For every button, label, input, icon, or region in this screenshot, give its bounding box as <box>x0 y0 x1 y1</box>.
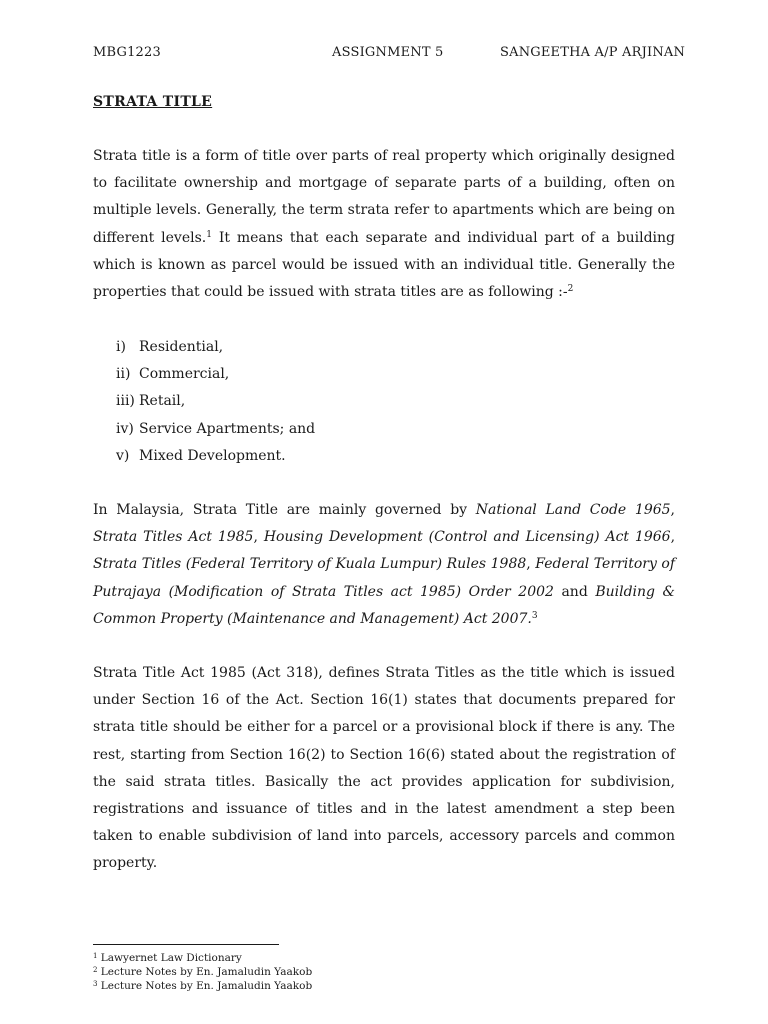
paragraph-definition-text-b: It means that each separate and individual part of a building which is known as parcel would be issued with an individual title. Generally the properties that could be issued with strata titles are as following :- <box>93 229 675 301</box>
list-item-label: Retail, <box>139 393 186 410</box>
footnote-item <box>93 979 312 993</box>
list-item <box>116 388 315 415</box>
list-item-number: i) <box>116 339 126 355</box>
law-separator: , <box>253 529 264 546</box>
footnote-number: 3 <box>93 980 98 988</box>
list-item-label: Commercial, <box>139 366 230 383</box>
footnote-number: 2 <box>93 966 98 974</box>
list-item-label: Residential, <box>139 339 224 355</box>
list-item-number: ii) <box>116 366 131 383</box>
list-item <box>116 416 315 443</box>
paragraph-definition-text-a: Strata title is a form of title over parts of real property which originally designed to facilitate ownership and mortgage of separate parts of a building, often on multiple levels. Generally, the term strata refer to apartments which are being on different levels. <box>93 148 675 246</box>
paragraph-act-318: Strata Title Act 1985 (Act 318), defines Strata Titles as the title which is issued under Section 16 of the Act. Section 16(1) states that documents prepared for strata title should be either for a parcel or a provisional block if there is any. The rest, starting from Section 16(2) to Section 16(6) stated about the registration of the said strata titles. Basically the act provides application for subdivision, registrations and issuance of titles and in the latest amendment a step been taken to enable subdivision of land into parcels, accessory parcels and common property. <box>93 665 675 872</box>
footnote-item <box>93 965 312 979</box>
law-separator: , <box>526 556 536 573</box>
law-housing-development-act: Housing Development (Control and Licensing) Act 1966 <box>263 529 671 546</box>
law-strata-titles-act: Strata Titles Act 1985 <box>93 529 254 546</box>
law-national-land-code: National Land Code 1965 <box>475 502 671 518</box>
footnote-text: Lecture Notes by En. Jamaludin Yaakob <box>97 966 313 978</box>
footnote-ref-2: 2 <box>567 284 574 295</box>
header-author: SANGEETHA A/P ARJINAN <box>500 45 686 60</box>
section-title: STRATA TITLE <box>93 94 213 110</box>
footnote-ref-1: 1 <box>206 229 212 240</box>
list-item <box>116 361 315 388</box>
list-item-number: v) <box>116 447 130 464</box>
law-separator: , <box>670 529 676 546</box>
law-strata-titles-kl-rules: Strata Titles (Federal Territory of Kuala Lumpur) Rules 1988 <box>93 556 527 573</box>
law-separator: and <box>553 583 596 600</box>
footnotes <box>93 951 312 993</box>
law-putrajaya-order: Federal Territory of Putrajaya (Modification of Strata Titles act 1985) Order 2002 <box>93 556 676 600</box>
footnote-item <box>93 951 312 965</box>
list-item-number: iii) <box>116 393 135 410</box>
footnote-ref-3: 3 <box>531 610 538 621</box>
list-item-label: Mixed Development. <box>139 447 286 464</box>
list-item <box>116 443 315 470</box>
paragraph-laws-intro: In Malaysia, Strata Title are mainly governed by <box>93 502 476 518</box>
footnote-text: Lecture Notes by En. Jamaludin Yaakob <box>97 980 313 992</box>
property-type-list <box>116 334 315 470</box>
footnote-text: Lawyernet Law Dictionary <box>97 952 242 964</box>
footnote-divider <box>93 944 279 945</box>
list-item-label: Service Apartments; and <box>139 420 316 437</box>
paragraph-governing-laws <box>93 497 675 633</box>
law-building-common-property-act: Building & Common Property (Maintenance and Management) Act 2007. <box>93 583 675 627</box>
header-assignment: ASSIGNMENT 5 <box>332 45 444 60</box>
law-separator: , <box>670 502 675 518</box>
paragraph-definition <box>93 143 675 306</box>
header-course-code: MBG1223 <box>93 45 161 60</box>
list-item-number: iv) <box>116 420 134 437</box>
footnote-number: 1 <box>93 952 98 960</box>
list-item <box>116 334 315 361</box>
